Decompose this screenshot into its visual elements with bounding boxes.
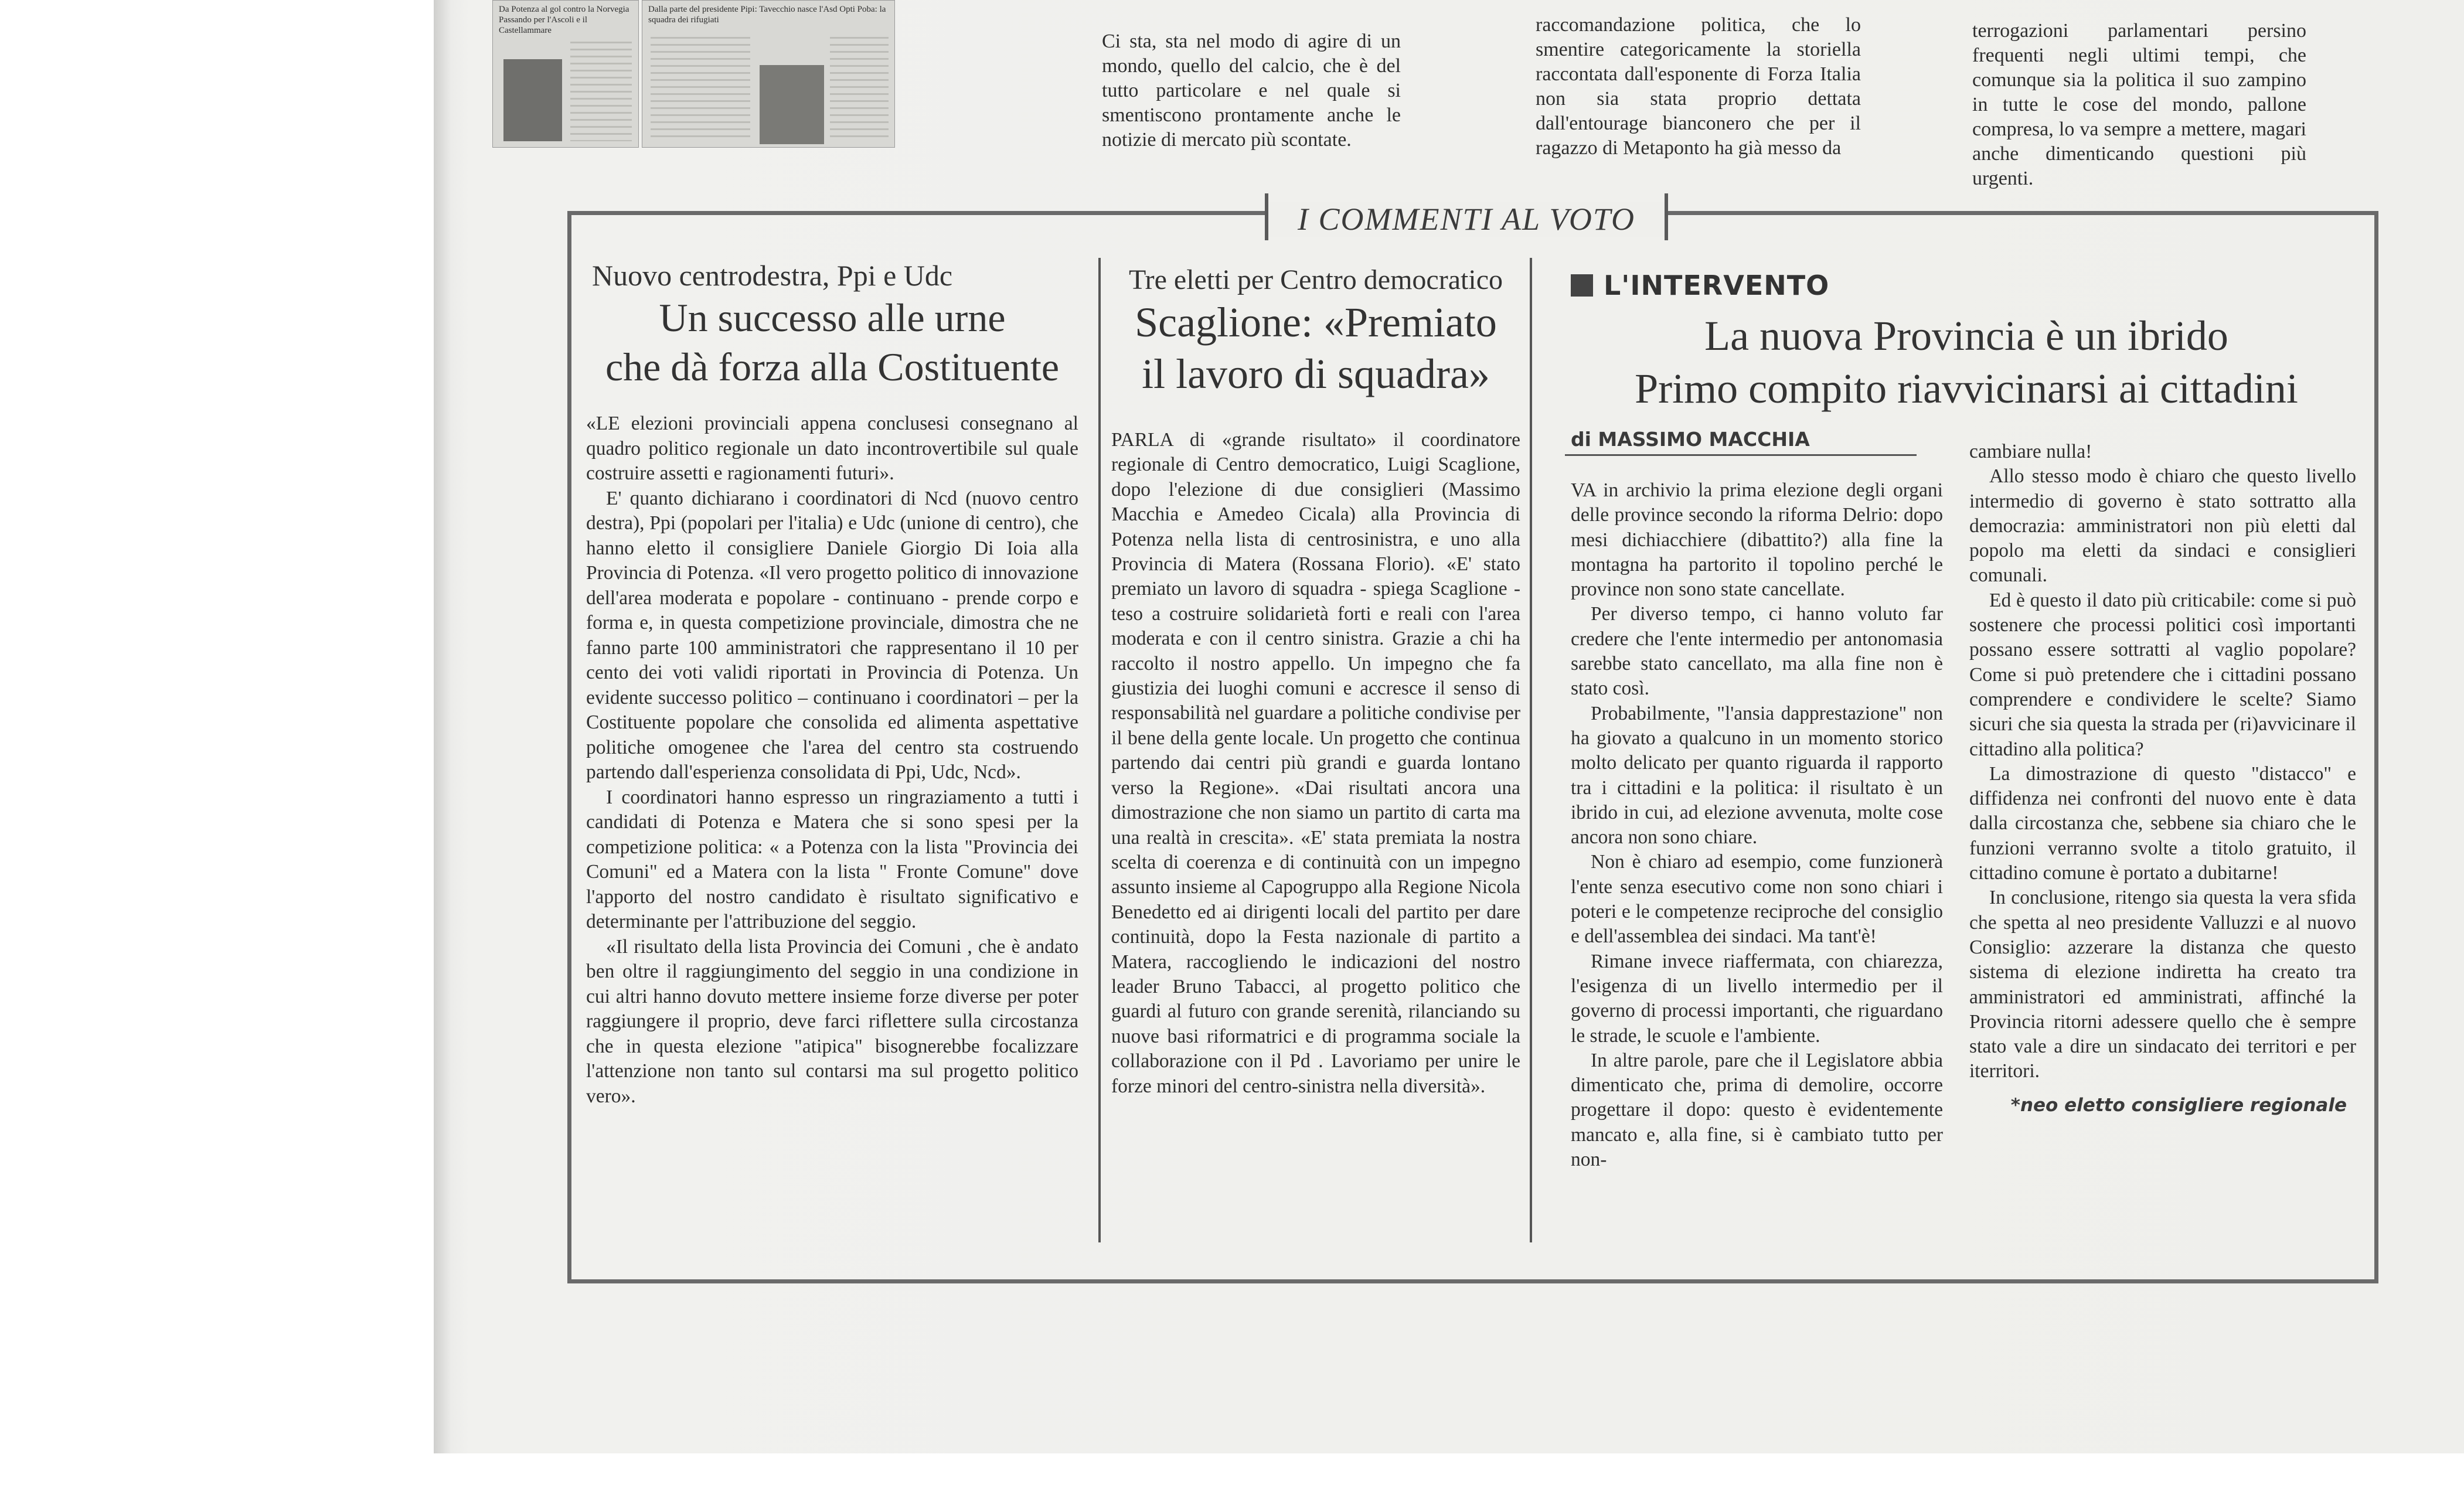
article-2-kicker: Tre eletti per Centro democratico — [1128, 264, 1503, 295]
thumbnail-right-caption: Dalla parte del presidente Pipi: Tavecchio nasce l'Asd Opti Poba: la squadra dei rifugiati — [648, 5, 886, 25]
thumbnail-left — [492, 0, 639, 148]
top-column-2 — [1536, 13, 1861, 161]
article-3-col1-paragraph-4: Non è chiaro ad esempio, come funzionerà l'ente senza esecutivo come non sono chiari i poteri e le competenze reciproche del consiglio e dell'assemblea dei sindaci. Ma tant'è! — [1571, 851, 1943, 948]
article-1-body — [580, 411, 1084, 1109]
article-3-kicker: L'INTERVENTO — [1604, 270, 1830, 301]
article-3-column-2-body — [1963, 440, 2362, 1084]
article-3-col1-paragraph-6: In altre parole, pare che il Legislatore abbia dimenticato che, prima di demolire, occorre progettare il dopo: questo è evidentemente mancato e, alla fine, si è cambiato tutto per non- — [1571, 1049, 1943, 1171]
article-2-paragraph-1: PARLA di «grande risultato» il coordinatore regionale di Centro democratico, Luigi Scaglione, dopo l'elezione di due consiglieri (Massimo Macchia e Amedeo Cicala) alla Provincia di Potenza nella lista di centrosinistra, e uno alla Provincia di Matera (Rossana Florio). «E' stato premiato un lavoro di squadra - spiega Scaglione - teso a costruire solidarietà forti e reali con l'area moderata e con il centro sinistra. Grazie a chi ha raccolto il nostro appello. Un impegno che fa giustizia dei luoghi comuni e accresce il senso di responsabilità nel guardare a politiche condivise per il bene della gente locale. Un progetto che continua partendo dai centri più grandi e guarda lontano verso la Regione». «Dai risultati ancora una dimostrazione che non siamo un partito di carta ma una realtà in crescita». «E' stata premiata la nostra scelta di coerenza e di continuità con un impegno assunto insieme al Capogruppo alla Regione Nicola Benedetto ed ai dirigenti locali del partito per dare continuità, dopo la Festa nazionale di partito a Matera, raccogliendo le indicazioni del nostro leader Bruno Tabacci, al progetto politico che guardi al futuro con grande serenità, rilanciando su nuove basi riformatrici e di programma sociale la collaborazione con il Pd . Lavoriamo per unire le forze minori del centro-sinistra nella diversità». — [1111, 429, 1520, 1097]
article-3-headline-line-2: Primo compito riavvicinarsi ai cittadini — [1635, 365, 2298, 412]
article-2-headline-line-2: il lavoro di squadra» — [1142, 350, 1490, 397]
article-3-kicker-row — [1571, 270, 2368, 301]
article-1-headline-line-2: che dà forza alla Costituente — [605, 345, 1060, 389]
article-1-paragraph-2: E' quanto dichiarano i coordinatori di Ncd (nuovo centro destra), Ppi (popolari per l'italia) e Udc (unione di centro), che hanno eletto il consigliere Daniele Giorgio Di Ioia alla Provincia di Potenza. «Il vero progetto politico di innovazione dell'area moderata e popolare - continuano - prende corpo e forma e, in questa competizione provinciale, dimostra che ne fanno parte 100 amministratori che rappresentano il 10 per cento dei voti validi riportati in Provincia di Potenza. Un evidente successo politico – continuano i coordinatori – per la Costituente popolare che consolida ed alimenta aspettative politiche omogenee che l'area del centro sta costruendo partendo dall'esperienza consolidata di Ppi, Udc, Ncd». — [586, 487, 1078, 783]
article-3-col2-paragraph-2: Allo stesso modo è chiaro che questo livello intermedio di governo è stato sottratto alla democrazia: amministratori non più eletti dal popolo ma eletti da sindaci e consiglieri comunali. — [1969, 465, 2356, 587]
article-3-col2-paragraph-5: In conclusione, ritengo sia questa la vera sfida che spetta al neo presidente Valluzzi e al nuovo Consiglio: azzerare la distanza che questo sistema di elezione indiretta ha creato tra amministratori ed amministrati, affinché la Provincia ritorni adessere quello che è sempre stato vale a dire un sindacato dei territori e per iterritori. — [1969, 887, 2356, 1082]
article-2-headline-line-1: Scaglione: «Premiato — [1135, 299, 1497, 346]
top-column-1-text: Ci sta, sta nel modo di agire di un mondo, quello del calcio, che è del tutto particolare e nel quale si smentiscono prontamente anche le notizie di mercato più scontate. — [1102, 30, 1401, 151]
article-3-col1-paragraph-3: Probabilmente, "l'ansia dapprestazione" non ha giovato a qualcuno in un momento storico molto delicato per quanto riguarda il rapporto tra i cittadini e la politica: il risultato è un ibrido in cui, ad elezione avvenuta, molte cose ancora non sono chiare. — [1571, 702, 1943, 849]
article-3-column-1-body — [1565, 478, 1949, 1172]
thumbnail-right-lines — [651, 37, 750, 142]
thumbnail-right — [642, 0, 895, 148]
article-3-column-2 — [1963, 440, 2362, 1116]
article-3-col2-paragraph-4: La dimostrazione di questo "distacco" e diffidenza nei confronti del nuovo ente è data dalla circostanza che, sebbene sia chiaro che le funzioni verranno svolte a titolo gratuito, il cittadino comune è portato a dubitarne! — [1969, 762, 2356, 884]
top-column-1 — [1102, 29, 1401, 152]
article-2-body — [1108, 428, 1524, 1099]
section-title-rule-right — [1665, 193, 1668, 240]
article-3-footnote: *neo eletto consigliere regionale — [2010, 1094, 2347, 1116]
article-1-headline-line-1: Un successo alle urne — [659, 295, 1006, 340]
thumbnail-left-lines — [570, 42, 632, 141]
thumbnail-left-caption: Da Potenza al gol contro la Norvegia Passando per l'Ascoli e il Castellammare — [499, 5, 629, 35]
article-1-kicker: Nuovo centrodestra, Ppi e Udc — [592, 259, 953, 292]
article-3-col2-paragraph-3: Ed è questo il dato più criticabile: come si può sostenere che processi politici così importanti possano essere sottratti al vaglio popolare? Come si può pretendere che i cittadini possano comprendere e condividere le scelte? Siamo sicuri che sia questa la strada per (ri)avvicinare il cittadino alla politica? — [1969, 589, 2356, 760]
article-centro-democratico — [1108, 264, 1524, 1099]
article-1-paragraph-4: «Il risultato della lista Provincia dei Comuni , che è andato ben oltre il raggiungimento del seggio in una condizione in cui altri hanno dovuto mettere insieme forze diverse per poter raggiungere il proprio, deve farci riflettere sulla circostanza che in questa elezione "atipica" bisognerebbe focalizzare l'attenzione non tanto sul contarsi ma sul progetto politico vero». — [586, 935, 1078, 1107]
kicker-square-icon — [1571, 274, 1593, 297]
scanned-page — [434, 0, 2464, 1453]
article-3-column-1 — [1565, 428, 1949, 1172]
article-3-col1-paragraph-5: Rimane invece riaffermata, con chiarezza, l'esigenza di un livello intermedio per il governo di processi importanti, che riguardano le strade, le scuole e l'ambiente. — [1571, 950, 1943, 1047]
column-divider-1 — [1098, 258, 1101, 1242]
column-divider-2 — [1530, 258, 1532, 1242]
article-3-headline-line-1: La nuova Provincia è un ibrido — [1704, 312, 2228, 359]
article-3-col1-paragraph-2: Per diverso tempo, ci hanno voluto far credere che l'ente intermedio per antonomasia sarebbe stato cancellato, ma alla fine non è stato così. — [1571, 603, 1943, 700]
article-3-col2-paragraph-1: cambiare nulla! — [1969, 441, 2092, 462]
top-column-3 — [1972, 19, 2306, 191]
thumbnail-right-lines-2 — [830, 37, 889, 142]
article-3-byline: di MASSIMO MACCHIA — [1565, 428, 1917, 456]
article-intervento — [1565, 270, 2368, 1171]
top-column-2-text: raccomandazione politica, che lo smentire categoricamente la storiella raccontata dall'esponente di Forza Italia non sia stata proprio dettata dall'entourage bianconero che per il ragazzo di Metaponto ha già messo da — [1536, 14, 1861, 159]
article-ncd-ppi-udc — [580, 258, 1084, 1109]
article-3-col1-paragraph-1: VA in archivio la prima elezione degli organi delle province secondo la riforma Delrio: dopo mesi dichiacchiere (dibattito?) alla fine la montagna ha partorito il topolino perché le province non sono state cancellate. — [1571, 479, 1943, 601]
thumbnail-left-photo — [503, 59, 562, 141]
top-column-3-text: terrogazioni parlamentari persino frequenti negli ultimi tempi, che comunque sia la politica il suo zampino in tutte le cose del mondo, pallone compresa, lo va sempre a mettere, magari anche dimenticando questioni più urgenti. — [1972, 20, 2306, 189]
article-1-paragraph-3: I coordinatori hanno espresso un ringraziamento a tutti i candidati di Potenza e Matera che si sono spesi per la competizione politica: « a Potenza con la lista "Provincia dei Comuni" ed a Matera con la lista " Fronte Comune" dove l'apporto del nostro candidato è risultato significativo e determinante per l'attribuzione del seggio. — [586, 786, 1078, 932]
section-title: I COMMENTI AL VOTO — [1268, 202, 1665, 237]
article-1-paragraph-1: «LE elezioni provinciali appena conclusesi consegnano al quadro politico regionale un dato incontrovertibile sul quale costruire assetti e ragionamenti futuri». — [586, 413, 1078, 484]
thumbnail-right-photo — [760, 65, 824, 144]
